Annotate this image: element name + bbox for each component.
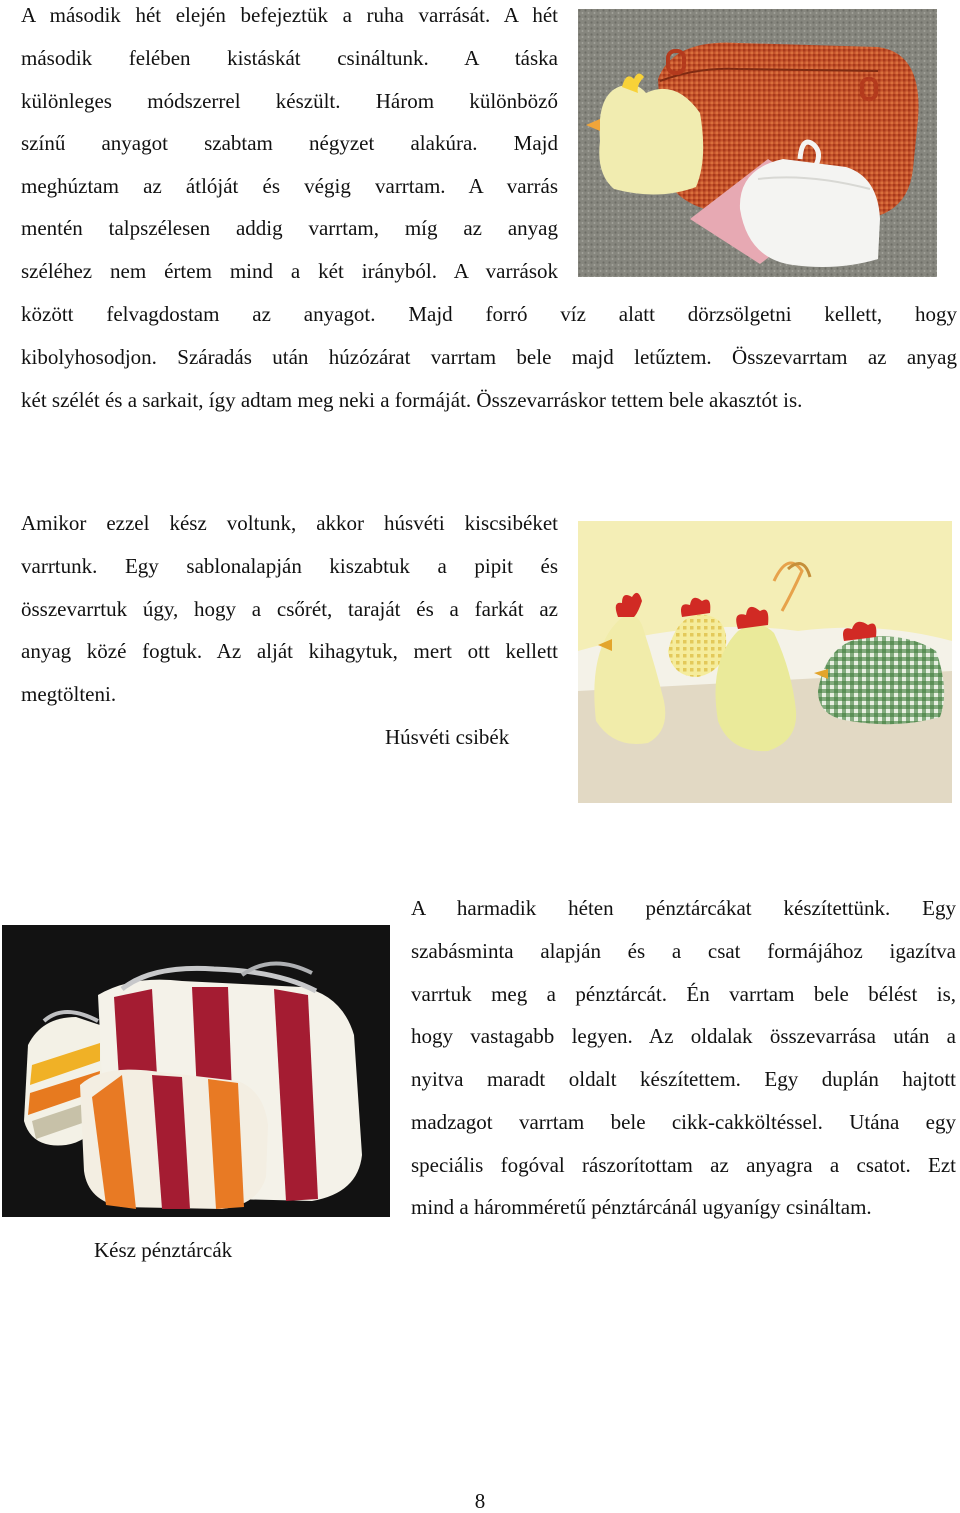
text-line: speciális fogóval rászorítottam az anyagra a csatot. Ezt bbox=[411, 1153, 956, 1177]
text-line: széléhez nem értem mind a két irányból. A varrások bbox=[21, 259, 558, 283]
text-line: színű anyagot szabtam négyzet alakúra. Majd bbox=[21, 131, 558, 155]
text-line: nyitva maradt oldalt készítettem. Egy duplán hajtott bbox=[411, 1067, 956, 1091]
text-line: megtölteni. bbox=[21, 682, 117, 706]
purses-photo bbox=[2, 925, 390, 1217]
text-line: második felében kistáskát csináltunk. A táska bbox=[21, 46, 558, 70]
text-line: mind a háromméretű pénztárcánál ugyanígy csináltam. bbox=[411, 1195, 872, 1219]
text-line: szabásminta alapján és a csat formájához igazítva bbox=[411, 939, 956, 963]
text-line: hogy vastagabb legyen. Az oldalak összevarrása után a bbox=[411, 1024, 956, 1048]
page-number: 8 bbox=[474, 1489, 486, 1513]
text-line: varrtunk. Egy sablonalapján kiszabtuk a pipit és bbox=[21, 554, 558, 578]
text-line: anyag közé fogtuk. Az alját kihagytuk, mert ott kellett bbox=[21, 639, 558, 663]
text-line: mentén talpszélesen addig varrtam, míg az anyag bbox=[21, 216, 558, 240]
text-line: varrtuk meg a pénztárcát. Én varrtam bele bélést is, bbox=[411, 982, 956, 1006]
chicks-caption: Húsvéti csibék bbox=[385, 725, 510, 749]
text-line: Amikor ezzel kész voltunk, akkor húsvéti kiscsibéket bbox=[21, 511, 558, 535]
text-line: kibolyhosodjon. Száradás után húzózárat varrtam bele majd letűztem. Összevarrtam az anyag bbox=[21, 345, 957, 369]
text-line: összevarrtuk úgy, hogy a csőrét, taraját és a farkát az bbox=[21, 597, 558, 621]
text-line-content: A második hét elején befejeztük a ruha varrását. A hét bbox=[21, 3, 558, 27]
text-line bbox=[21, 3, 558, 27]
text-line: meghúztam az átlóját és végig varrtam. A varrás bbox=[21, 174, 558, 198]
text-line: A harmadik héten pénztárcákat készítettünk. Egy bbox=[411, 896, 956, 920]
purses-caption: Kész pénztárcák bbox=[94, 1238, 233, 1262]
text-line: két szélét és a sarkait, így adtam meg neki a formáját. Összevarráskor tettem bele akasztót is. bbox=[21, 388, 803, 412]
bags-photo bbox=[578, 9, 937, 277]
text-line: madzagot varrtam bele cikk-cakköltéssel. Utána egy bbox=[411, 1110, 956, 1134]
text-line: között felvagdostam az anyagot. Majd forró víz alatt dörzsölgetni kellett, hogy bbox=[21, 302, 957, 326]
chicks-photo bbox=[578, 521, 952, 803]
text-line: különleges módszerrel készült. Három különböző bbox=[21, 89, 558, 113]
